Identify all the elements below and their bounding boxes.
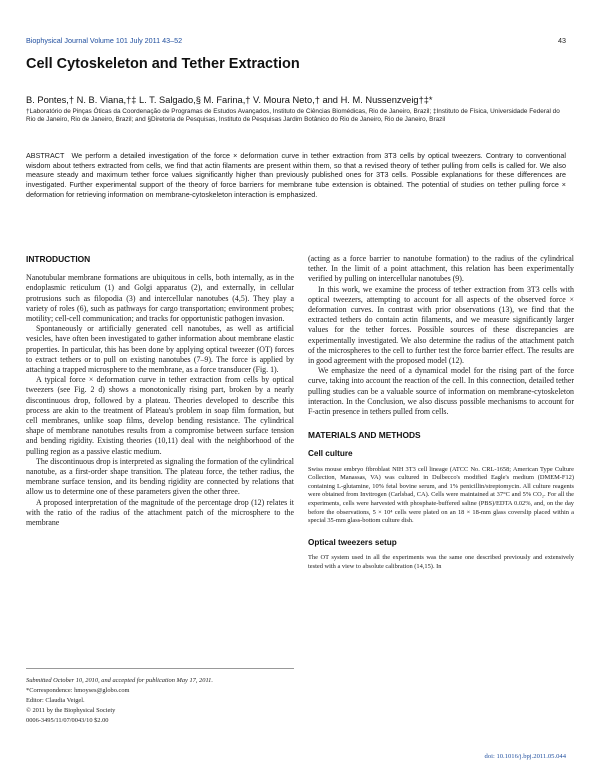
article-title: Cell Cytoskeleton and Tether Extraction [26,56,300,72]
abstract [26,151,566,200]
footnote-divider [26,668,294,669]
correspondence-email[interactable]: *Correspondence: hmoyses@globo.com [26,687,130,694]
right-column [308,254,574,571]
intro-paragraph: (acting as a force barrier to nanotube formation) to the radius of the cylindrical tether. In the limit of a point attachment, this relation has been experimentally verified by pulling on intercellular nanotubes (9). [308,254,574,284]
left-column [26,254,294,528]
optical-tweezers-text: The OT system used in all the experiments was the same one described previously and extensively tested with a view to absolute calibration (14,15). In [308,554,574,570]
journal-header[interactable]: Biophysical Journal Volume 101 July 2011 43–52 [26,36,183,45]
editor-note: Editor: Claudia Veigel. [26,697,85,704]
intro-paragraph: Spontaneously or artificially generated cell nanotubes, as well as artificial vesicles, have often been investigated to gather information about membrane elastic properties. In particular, this has been done by applying optical tweezer (OT) forces to extract tethers or to pull on existing nanotubes (7–9). The force is applied by attaching a trapped microsphere to the membrane, as a force transducer (Fig. 1). [26,324,294,375]
intro-paragraph: The discontinuous drop is interpreted as signaling the formation of the cylindrical nanotube, as a first-order shape transition. The plateau force, the tether radius, the membrane surface tension, and its bending rigidity are connected by relations that allow us to determine one of these parameters given the other three. [26,456,294,497]
issn-line: 0006-3495/11/07/0043/10 $2.00 [26,717,109,724]
author-list: B. Pontes,† N. B. Viana,†‡ L. T. Salgado,§ M. Farina,† V. Moura Neto,† and H. M. Nussenzveig†‡* [26,95,433,105]
intro-paragraph: In this work, we examine the process of tether extraction from 3T3 cells with optical tweezers, attempting to account for all aspects of the observed force × deformation curves. In contrast with prior observations (13), we find that the extracted tethers do contain actin filaments, and we measure significantly larger values for the tether forces. Possible sources of these discrepancies are experimentally investigated. We also determine the radius of the attachment patch of the microspheres to the cell to further test the force barrier effect. The results are in good agreement with the proposed model (12). [308,284,574,366]
intro-paragraph: Nanotubular membrane formations are ubiquitous in cells, both internally, as in the endoplasmic reticulum (1) and Golgi apparatus (2), and externally, in cellular protrusions such as filopodia (3) and intercellular nanotubes (4,5). They play a variety of roles (6), such as pathways for cargo transportation; environment probes; motility; cell-cell communication; and tracks for opportunistic pathogen invasion. [26,273,294,324]
intro-paragraph: A proposed interpretation of the magnitude of the percentage drop (12) relates it with the ratio of the radius of the attachment patch of the microsphere to the membrane [26,497,294,528]
footnotes [26,676,294,726]
optical-tweezers-heading: Optical tweezers setup [308,537,397,547]
page-number: 43 [558,36,566,45]
intro-paragraph: A typical force × deformation curve in tether extraction from cells by optical tweezers (see Fig. 2 d) shows a monotonically rising part, broken by a nearly discontinuous drop, followed by a plateau. Theories developed to describe this process are akin to the treatment of Plateau's problem in soap film formation, but cell membranes, unlike soap films, develop bending resistance. The cylindrical shape of membrane nanotubes results from a compromise between surface tension and bending rigidity. Existing theories (10,11) deal with the neighborhood of the pulling region as a passive elastic medium. [26,375,294,456]
intro-paragraph: We emphasize the need of a dynamical model for the rising part of the force curve, taking into account the reaction of the cell. In this connection, detailed tether pulling studies can be a valuable source of information on membrane-cytoskeleton interaction. In the Conclusion, we also discuss possible mechanisms to account for F-actin presence in tethers pulled from cells. [308,366,574,417]
cell-culture-text: Swiss mouse embryo fibroblast NIH 3T3 cell lineage (ATCC No. CRL-1658; American Type Culture Collection, Manassas, VA) was cultured in Dulbecco's modified Eagle's medium (DMEM-F12) containing L-glutamine, 10% fetal bovine serum, and 1% penicillin/streptomycin. All culture reagents were obtained from Invitrogen (Carlsbad, CA). Cells were maintained at 37°C and 5% CO₂. For all the experiments, cells were harvested with phosphate-buffered saline (PBS)/EDTA 0.02%, and, on the day before the observations, 5 × 10⁴ cells were plated on an 18 × 18-mm glass coverslip placed within a special 35-mm glass-bottom culture dish. [308,465,574,525]
abstract-label: ABSTRACT [26,151,65,160]
copyright-notice: © 2011 by the Biophysical Society [26,707,116,714]
cell-culture-heading: Cell culture [308,449,353,459]
abstract-text: We perform a detailed investigation of the force × deformation curve in tether extraction from 3T3 cells by optical tweezers. Contrary to conventional wisdom about tethers extracted from cells, we find that actin filaments are present within them, so that a revised theory of tether pulling from cells is called for. We also measure steady and maximum tether force values significantly higher than previously published ones for 3T3 cells. Possible explanations for these differences are investigated. Further experimental support of the theory of force barriers for membrane tube extension is obtained. The potential of studies on tether pulling force × deformation for retrieving information on membrane-cytoskeleton interaction is emphasized. [26,151,567,199]
methods-heading: MATERIALS AND METHODS [308,430,421,441]
introduction-heading: INTRODUCTION [26,254,91,264]
affiliations: †Laboratório de Pinças Óticas da Coordenação de Programas de Estudos Avançados, Instituto de Ciências Biomédicas, Rio de Janeiro, Brazil; ‡Instituto de Física, Universidade Federal do Rio de Janeiro, Rio de Janeiro, Brazil; and §Diretoria de Pesquisas, Instituto de Pesquisas Jardim Botânico do Rio de Janeiro, Rio de Janeiro, Brazil [26,108,560,124]
doi-link[interactable]: doi: 10.1016/j.bpj.2011.05.044 [484,753,566,760]
submission-dates: Submitted October 10, 2010, and accepted for publication May 17, 2011. [26,677,213,684]
